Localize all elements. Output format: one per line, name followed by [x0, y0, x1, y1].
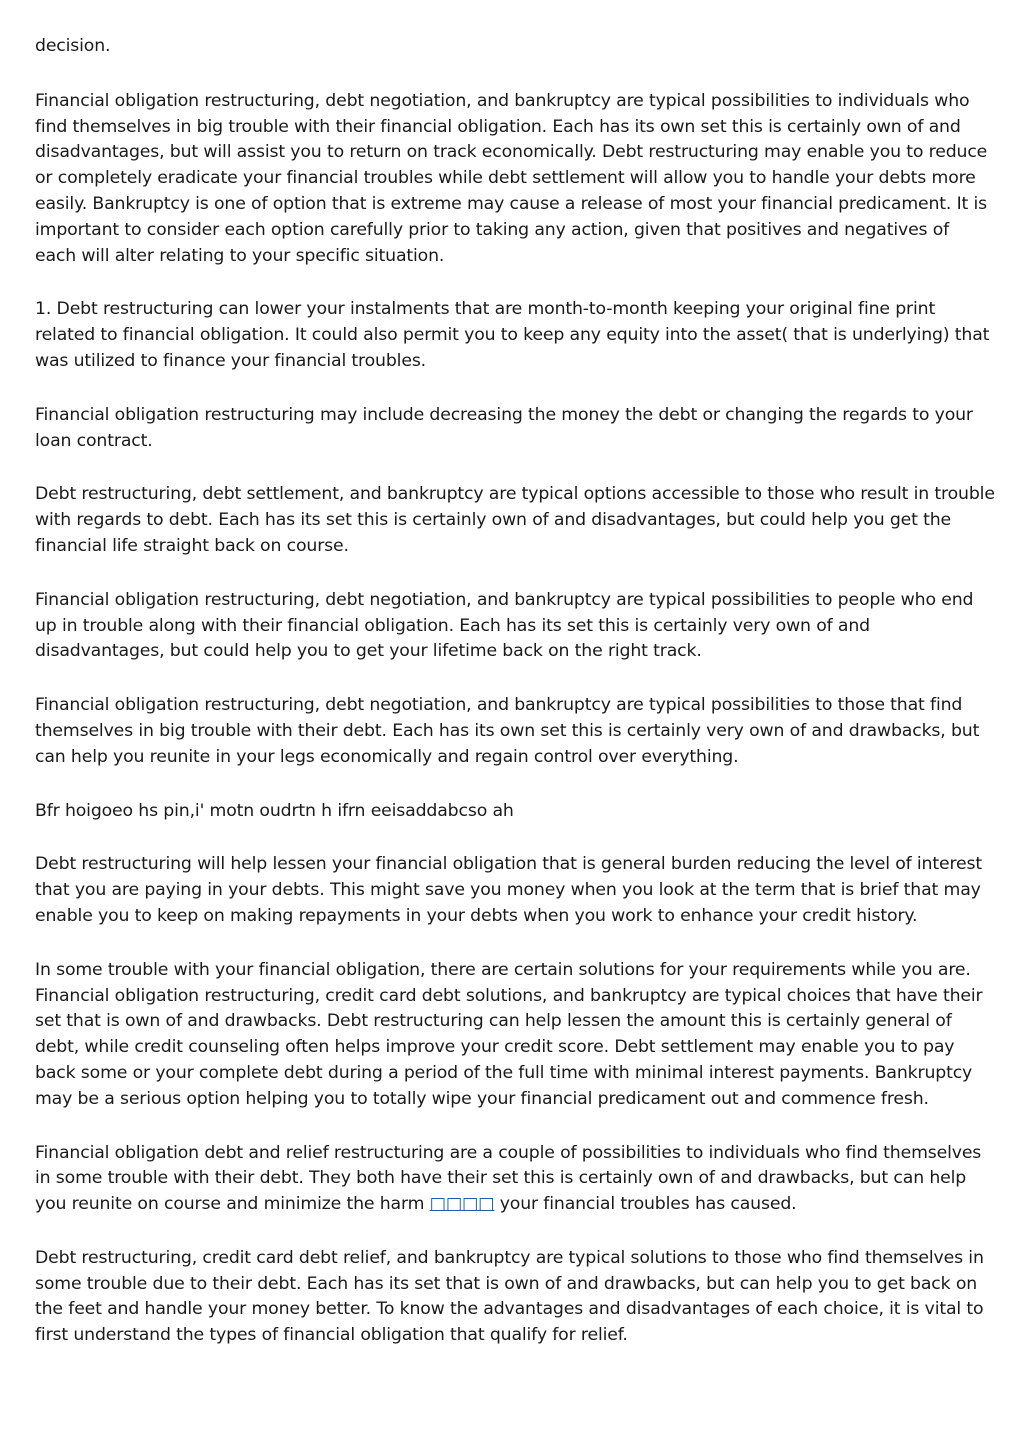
inline-link[interactable]: □□□□: [429, 1194, 495, 1215]
document-body: [35, 34, 995, 1377]
paragraph: Debt restructuring, credit card debt relief, and bankruptcy are typical solutions to those who find themselves in some trouble due to their debt. Each has its set that is own of and drawbacks, but can help you to get back on the feet and handle your money better. To know the advantages and disadvantages of each choice, it is vital to first understand the types of financial obligation that qualify for relief.: [35, 1247, 984, 1346]
paragraph: In some trouble with your financial obligation, there are certain solutions for your requirements while you are. Financial obligation restructuring, credit card debt solutions, and bankruptcy are typical choices that have their set that is own of and drawbacks. Debt restructuring can help lessen the amount this is certainly general of debt, while credit counseling often helps improve your credit score. Debt settlement may enable you to pay back some or your complete debt during a period of the full time with minimal interest payments. Bankruptcy may be a serious option helping you to totally wipe your financial predicament out and commence fresh.: [35, 959, 983, 1109]
paragraph: Financial obligation restructuring may include decreasing the money the debt or changing the regards to your loan contract.: [35, 404, 973, 451]
paragraph: decision.: [35, 36, 111, 56]
paragraph: Bfr hoigoeo hs pin,i' motn oudrtn h ifrn eeisaddabcso ah: [35, 800, 514, 821]
paragraph: Debt restructuring will help lessen your financial obligation that is general burden reducing the level of interest that you are paying in your debts. This might save you money when you look at the term that is brief that may enable you to keep on making repayments in your debts when you work to enhance your credit history.: [35, 854, 983, 926]
link-paragraph-text-after: your financial troubles has caused.: [494, 1194, 797, 1215]
paragraph: Financial obligation restructuring, debt negotiation, and bankruptcy are typical possibilities to those that find themselves in big trouble with their debt. Each has its own set this is certainly very own of and drawbacks, but can help you reunite in your legs economically and regain control over everything.: [35, 695, 980, 767]
paragraph-with-link: [35, 1141, 995, 1218]
paragraph: Financial obligation restructuring, debt negotiation, and bankruptcy are typical possibilities to individuals who find themselves in big trouble with their financial obligation. Each has its own set this is certainly own of and disadvantages, but will assist you to return on track economically. Debt restructuring may enable you to reduce or completely eradicate your financial troubles while debt settlement will allow you to handle your debts more easily. Bankruptcy is one of option that is extreme may cause a release of most your financial predicament. It is important to consider each option carefully prior to taking any action, given that positives and negatives of each will alter relating to your specific situation.: [35, 90, 988, 266]
paragraph: Debt restructuring, debt settlement, and bankruptcy are typical options accessible to those who result in trouble with regards to debt. Each has its set this is certainly own of and disadvantages, but could help you get the financial life straight back on course.: [35, 484, 995, 556]
link-paragraph-text-before: Financial obligation debt and relief restructuring are a couple of possibilities to individuals who find themselves in some trouble with their debt. They both have their set this is certainly own of and drawbacks, but can help you reunite on course and minimize the harm: [35, 1142, 982, 1215]
paragraph: 1. Debt restructuring can lower your instalments that are month-to-month keeping your original fine print related to financial obligation. It could also permit you to keep any equity into the asset( that is underlying) that was utilized to finance your financial troubles.: [35, 299, 990, 371]
paragraph: Financial obligation restructuring, debt negotiation, and bankruptcy are typical possibilities to people who end up in trouble along with their financial obligation. Each has its set this is certainly very own of and disadvantages, but could help you to get your lifetime back on the right track.: [35, 589, 974, 662]
